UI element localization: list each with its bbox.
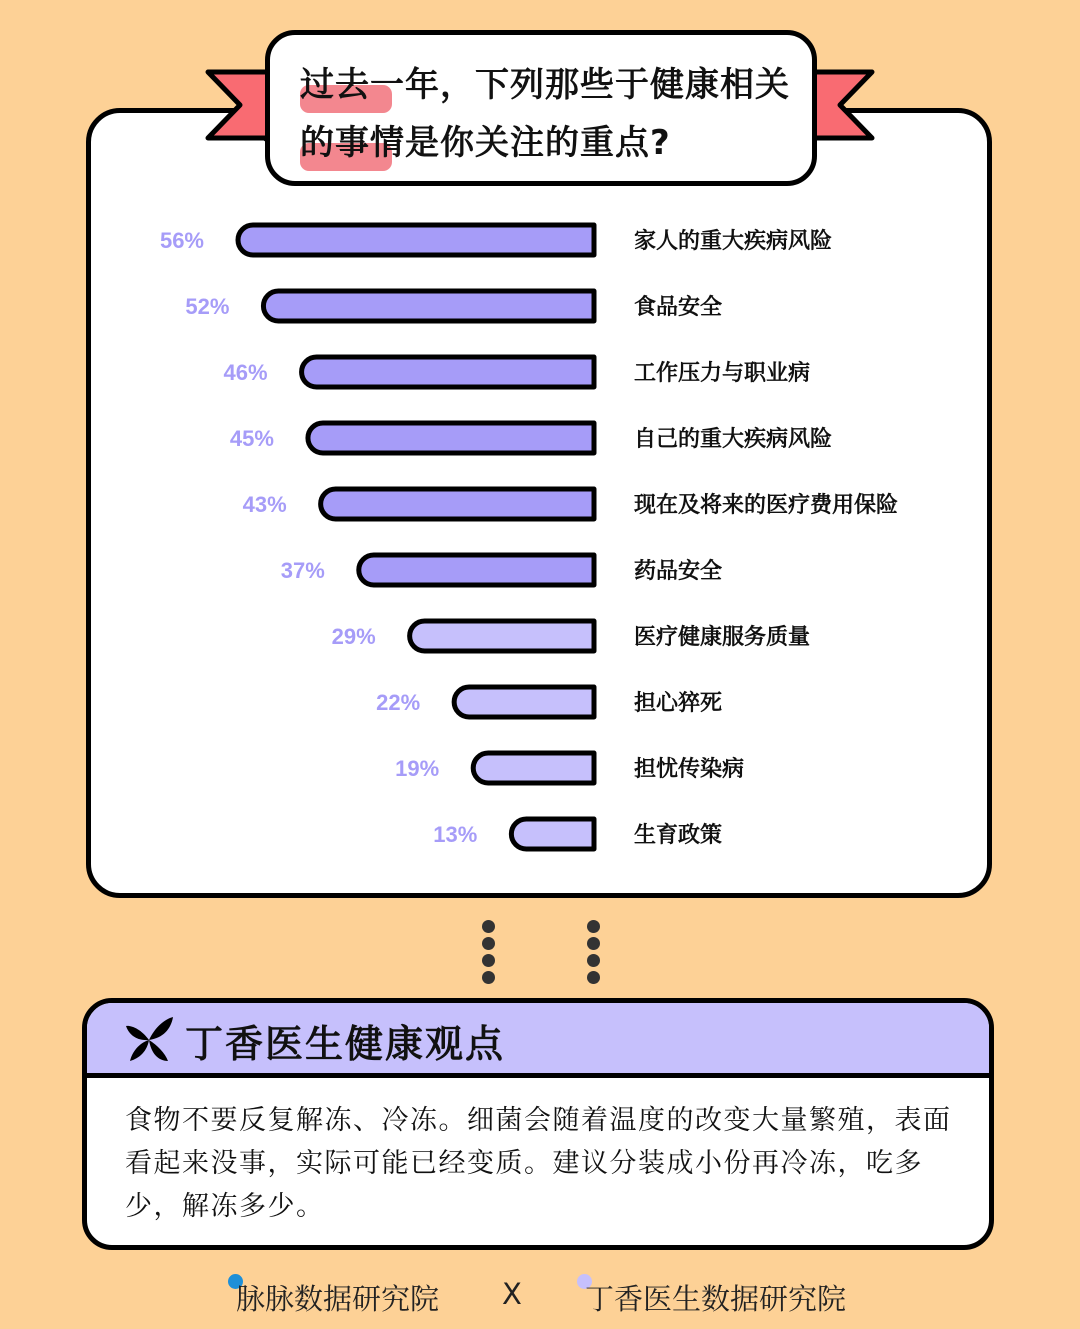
bar-1	[238, 225, 594, 255]
value-label: 13%	[433, 822, 478, 847]
connector-right	[587, 920, 600, 988]
bar-6	[359, 555, 594, 585]
bar-8	[454, 687, 594, 717]
tips-header	[87, 1003, 989, 1078]
title-line-2: 的事情是你关注的重点?	[300, 123, 671, 163]
title-line-1: 过去一年，下列那些于健康相关	[300, 65, 790, 105]
tips-card	[82, 998, 994, 1250]
value-label: 22%	[376, 690, 421, 715]
leaf-icon	[123, 1013, 175, 1065]
value-label: 45%	[229, 426, 274, 451]
value-label: 56%	[159, 228, 204, 253]
value-label: 37%	[280, 558, 325, 583]
category-label: 生育政策	[634, 823, 723, 848]
category-label: 现在及将来的医疗费用保险	[634, 493, 899, 518]
category-label: 担心猝死	[634, 691, 723, 716]
bar-3	[302, 357, 594, 387]
footer-right-source: 丁香医生数据研究院	[585, 1282, 847, 1316]
title-box	[265, 30, 817, 186]
bar-4	[308, 423, 594, 453]
category-label: 家人的重大疾病风险	[634, 229, 833, 254]
bar-7	[410, 621, 594, 651]
category-label: 食品安全	[634, 295, 723, 320]
value-label: 29%	[331, 624, 376, 649]
value-label: 43%	[242, 492, 287, 517]
tips-body: 食物不要反复解冻、冷冻。细菌会随着温度的改变大量繁殖，表面看起来没事，实际可能已经变质。建议分装成小份再冷冻，吃多少，解冻多少。	[125, 1105, 952, 1222]
bar-2	[263, 291, 594, 321]
category-label: 工作压力与职业病	[634, 361, 811, 386]
tips-title: 丁香医生健康观点	[185, 1022, 506, 1066]
bar-9	[473, 753, 594, 783]
category-label: 医疗健康服务质量	[634, 625, 811, 650]
category-label: 担忧传染病	[634, 757, 745, 782]
value-label: 46%	[223, 360, 268, 385]
category-label: 药品安全	[634, 559, 723, 584]
connector-left	[482, 920, 495, 988]
footer-separator: X	[502, 1277, 522, 1311]
footer-left-source: 脉脉数据研究院	[236, 1282, 440, 1316]
value-label: 52%	[185, 294, 230, 319]
value-label: 19%	[395, 756, 440, 781]
bar-chart	[86, 200, 992, 880]
bar-5	[321, 489, 594, 519]
category-label: 自己的重大疾病风险	[634, 427, 833, 452]
bar-10	[511, 819, 594, 849]
